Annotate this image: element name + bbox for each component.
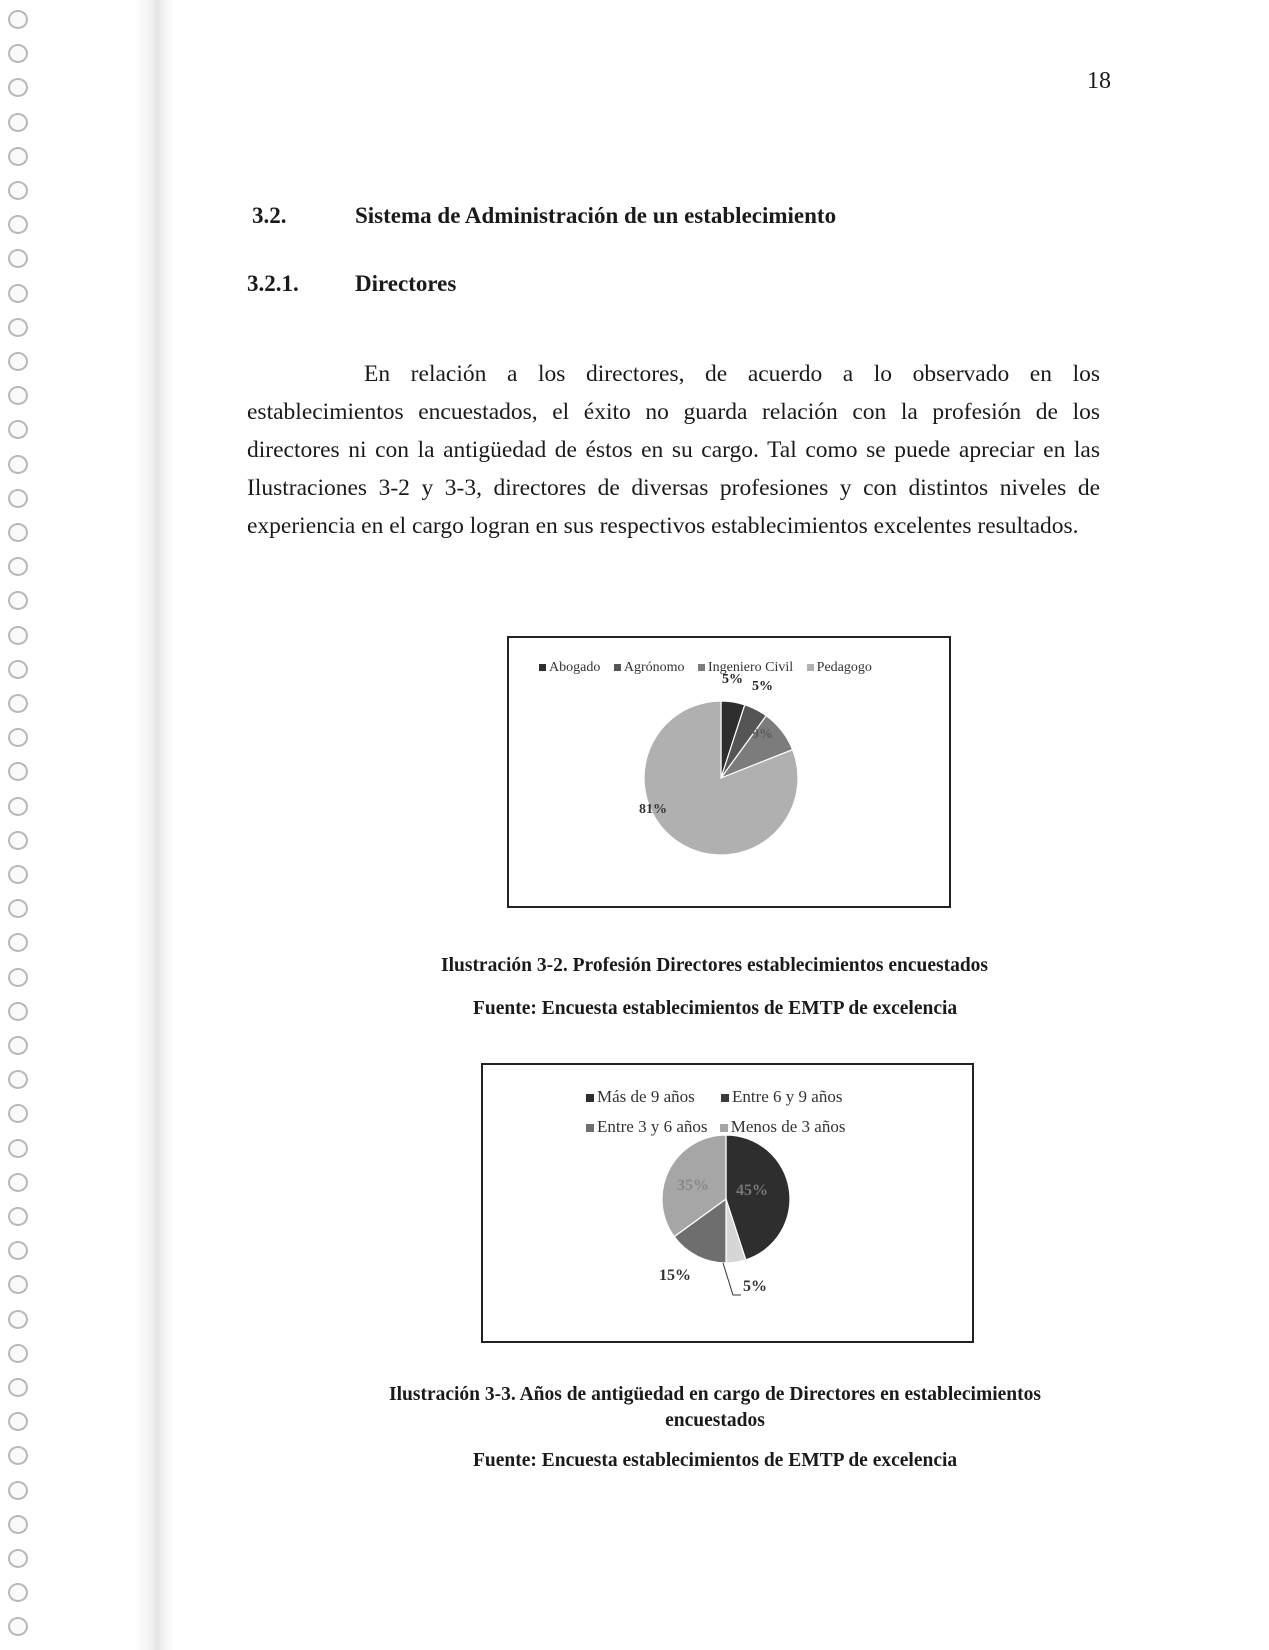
spiral-binding: [0, 0, 70, 1650]
chart2-legend-label: Entre 6 y 9 años: [731, 1087, 843, 1106]
section-title: Sistema de Administración de un establecimiento: [355, 203, 837, 228]
binding-hole: [8, 1070, 28, 1089]
binding-hole: [8, 762, 28, 781]
binding-hole: [8, 1549, 28, 1568]
binding-hole: [8, 489, 28, 508]
binding-hole: [8, 455, 28, 474]
binding-hole: [8, 10, 28, 29]
chart2-pie: [483, 1065, 972, 1341]
binding-hole: [8, 1139, 28, 1158]
figure-3-3-chart: [481, 1063, 974, 1343]
chart2-data-label: 5%: [743, 1278, 767, 1295]
binding-hole: [8, 1378, 28, 1397]
binding-hole: [8, 728, 28, 747]
figure-3-2-chart: [507, 636, 951, 908]
chart2-legend-label: Menos de 3 años: [730, 1117, 846, 1136]
binding-hole: [8, 1515, 28, 1534]
binding-hole: [8, 523, 28, 542]
binding-hole: [8, 1481, 28, 1500]
subsection-number: 3.2.1.: [247, 271, 299, 296]
binding-hole: [8, 1275, 28, 1294]
figure2-source: Fuente: Encuesta establecimientos de EMTP de excelencia: [473, 1450, 958, 1471]
figure1-caption: Ilustración 3-2. Profesión Directores establecimientos encuestados: [441, 955, 989, 976]
binding-hole: [8, 1344, 28, 1363]
binding-hole: [8, 420, 28, 439]
binding-hole: [8, 318, 28, 337]
binding-hole: [8, 113, 28, 132]
binding-hole: [8, 1104, 28, 1123]
binding-hole: [8, 352, 28, 371]
subsection-title: Directores: [355, 271, 457, 296]
chart1-legend-label: Ingeniero Civil: [708, 660, 794, 675]
chart1-legend-label: Abogado: [549, 660, 601, 675]
body-paragraph: En relación a los directores, de acuerdo a lo observado en los establecimientos encuestados, el éxito no guarda relación con la profesión de los directores ni con la antigüedad de éstos en su cargo. Tal como se puede apreciar en las Ilustraciones 3-2 y 3-3, directores de diversas profesiones y con distintos niveles de experiencia en el cargo logran en sus respectivos establecimientos excelentes resultados.: [247, 361, 1100, 539]
chart2-data-label: 35%: [677, 1177, 709, 1194]
binding-hole: [8, 933, 28, 952]
binding-hole: [8, 899, 28, 918]
chart1-data-label: 5%: [752, 679, 773, 694]
binding-hole: [8, 626, 28, 645]
binding-hole: [8, 284, 28, 303]
binding-hole: [8, 215, 28, 234]
chart1-legend-label: Agrónomo: [623, 660, 685, 675]
chart2-data-label: 45%: [736, 1182, 768, 1199]
binding-hole: [8, 797, 28, 816]
binding-hole: [8, 1583, 28, 1602]
binding-hole: [8, 865, 28, 884]
scan-shadow: [135, 0, 175, 1650]
binding-hole: [8, 1036, 28, 1055]
binding-hole: [8, 1412, 28, 1431]
chart2-data-label: 15%: [659, 1267, 691, 1284]
binding-hole: [8, 1173, 28, 1192]
binding-hole: [8, 1310, 28, 1329]
binding-hole: [8, 249, 28, 268]
binding-hole: [8, 1002, 28, 1021]
chart1-pie: [509, 638, 949, 906]
chart2-legend-label: Entre 3 y 6 años: [597, 1117, 708, 1136]
binding-hole: [8, 1446, 28, 1465]
binding-hole: [8, 660, 28, 679]
chart2-leader-line: [723, 1263, 741, 1295]
figure2-caption: Ilustración 3-3. Años de antigüedad en cargo de Directores en establecimientos encuestados: [389, 1384, 1041, 1431]
chart2-legend-label: Más de 9 años: [597, 1087, 695, 1106]
figure1-source: Fuente: Encuesta establecimientos de EMTP de excelencia: [473, 998, 958, 1019]
binding-hole: [8, 1207, 28, 1226]
chart1-data-label: 81%: [639, 802, 667, 817]
binding-hole: [8, 968, 28, 987]
binding-hole: [8, 44, 28, 63]
binding-hole: [8, 147, 28, 166]
binding-hole: [8, 831, 28, 850]
binding-hole: [8, 181, 28, 200]
chart1-legend-label: Pedagogo: [816, 660, 872, 675]
binding-hole: [8, 1617, 28, 1636]
page-number: 18: [1087, 68, 1111, 94]
binding-hole: [8, 557, 28, 576]
binding-hole: [8, 386, 28, 405]
binding-hole: [8, 591, 28, 610]
binding-hole: [8, 1241, 28, 1260]
chart1-data-label: 9%: [752, 727, 773, 742]
section-number: 3.2.: [252, 203, 287, 228]
binding-hole: [8, 78, 28, 97]
chart1-data-label: 5%: [722, 672, 743, 687]
binding-hole: [8, 694, 28, 713]
